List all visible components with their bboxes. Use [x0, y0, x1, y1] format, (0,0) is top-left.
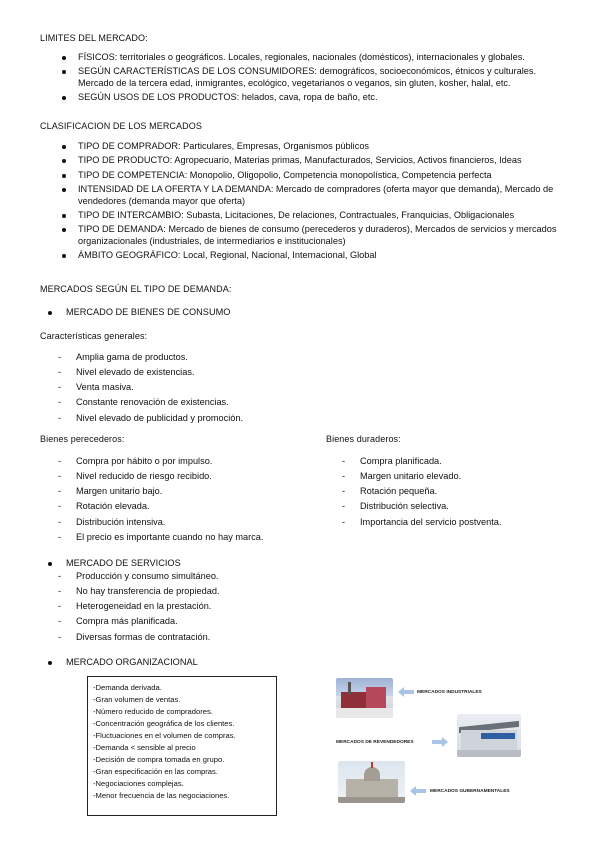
list-item: - Rotación elevada.: [58, 501, 328, 513]
list-item: - Compra por hábito o por impulso.: [58, 456, 328, 468]
box-line: -Negociaciones complejas.: [93, 779, 184, 788]
clasificacion-list: [62, 141, 572, 265]
item-key: TIPO DE COMPRADOR:: [78, 141, 181, 151]
arrow-icon-gubernamentales: [410, 786, 426, 796]
caracteristicas-list: [58, 352, 458, 428]
list-item: - El precio es importante cuando no hay marca.: [58, 532, 328, 544]
list-item: - Margen unitario bajo.: [58, 486, 328, 498]
box-line: -Gran volumen de ventas.: [93, 695, 181, 704]
item-key: INTENSIDAD DE LA OFERTA Y LA DEMANDA:: [78, 183, 274, 194]
item-text: Particulares, Empresas, Organismos públicos: [180, 141, 370, 151]
label-industriales: MERCADOS INDUSTRIALES: [417, 690, 482, 695]
demanda-heading: MERCADOS SEGÚN EL TIPO DE DEMANDA:: [40, 284, 232, 294]
item-key: ÁMBITO GEOGRÁFICO:: [78, 250, 181, 261]
list-item: - Producción y consumo simultáneo.: [58, 571, 358, 583]
list-item: - Distribución intensiva.: [58, 517, 328, 529]
organizacional-box: [87, 676, 277, 816]
list-item: - Venta masiva.: [58, 382, 458, 394]
box-line: -Fluctuaciones en el volumen de compras.: [93, 731, 236, 740]
item-text: Monopolio, Oligopolio, Competencia monopolística, Competencia perfecta: [187, 169, 492, 180]
organizacional-bullet-list: [48, 657, 448, 671]
list-item: [62, 250, 572, 262]
servicios-list: [58, 571, 358, 647]
list-item: - No hay transferencia de propiedad.: [58, 586, 358, 598]
box-line: -Demanda derivada.: [93, 683, 162, 692]
perecederos-heading: Bienes perecederos:: [40, 434, 125, 444]
item-key: TIPO DE DEMANDA:: [78, 224, 166, 235]
list-item: - Importancia del servicio postventa.: [342, 517, 582, 529]
list-item: - Amplia gama de productos.: [58, 352, 458, 364]
list-item: [62, 184, 572, 208]
item-key: SEGÚN USOS DE LOS PRODUCTOS:: [78, 92, 240, 103]
list-item: - Compra planificada.: [342, 456, 582, 468]
item-key: FÍSICOS:: [78, 52, 118, 62]
item-key: TIPO DE COMPETENCIA:: [78, 169, 188, 180]
list-item: - Rotación pequeña.: [342, 486, 582, 498]
item-text: Agropecuario, Materias primas, Manufacturados, Servicios, Activos financieros, Ideas: [172, 155, 522, 166]
box-line: -Decisión de compra tomada en grupo.: [93, 755, 225, 764]
gubernamentales-photo: [338, 761, 405, 803]
box-line: -Número reducido de compradores.: [93, 707, 213, 716]
clasificacion-heading: CLASIFICACION DE LOS MERCADOS: [40, 121, 202, 131]
list-item: - Constante renovación de existencias.: [58, 397, 458, 409]
industrial-photo: [336, 678, 393, 718]
arrow-icon-industriales: [398, 687, 414, 697]
item-key: TIPO DE PRODUCTO:: [78, 155, 173, 166]
organizacional-label: MERCADO ORGANIZACIONAL: [48, 657, 448, 669]
label-revendedores: MERCADOS DE REVENDEDORES: [336, 740, 414, 745]
list-item: - Heterogeneidad en la prestación.: [58, 601, 358, 613]
arrow-icon-revendedores: [432, 737, 448, 747]
list-item: - Margen unitario elevado.: [342, 471, 582, 483]
item-text: Mercado de bienes de consumo (perecederos y duraderos), Mercados de servicios y mercados organizacionales (industriales, de intermediarios e institucionales): [78, 224, 557, 247]
limites-heading: LIMITES DEL MERCADO:: [40, 33, 148, 43]
revendedores-photo: [457, 714, 521, 757]
consumo-label: MERCADO DE BIENES DE CONSUMO: [48, 307, 448, 319]
box-line: -Demanda < sensible al precio: [93, 743, 196, 752]
list-item: - Diversas formas de contratación.: [58, 632, 358, 644]
caracteristicas-heading: Características generales:: [40, 331, 148, 341]
item-text: helados, cava, ropa de baño, etc.: [239, 92, 378, 103]
item-text: Mercado de compradores (oferta mayor que demanda), Mercado de vendedores (demanda mayor que oferta): [78, 183, 554, 206]
list-item: [62, 155, 572, 167]
consumo-bullet-list: [48, 307, 448, 321]
item-text: Subasta, Licitaciones, De relaciones, Contractuales, Franquicias, Obligacionales: [183, 209, 515, 220]
list-item: [62, 92, 572, 104]
item-text: demográficos, socioeconómicos, étnicos y culturales. Mercado de la tercera edad, inmigrantes, ecológico, vegetarianos o veganos, sin gluten, kosher, halal, etc.: [78, 66, 536, 89]
item-text: territoriales o geográficos. Locales, regionales, nacionales (domésticos), internacionales y globales.: [117, 52, 525, 62]
list-item: - Distribución selectiva.: [342, 501, 582, 513]
servicios-label: MERCADO DE SERVICIOS: [48, 558, 448, 570]
item-key: SEGÚN CARACTERÍSTICAS DE LOS CONSUMIDORES:: [78, 66, 317, 77]
list-item: [62, 66, 572, 90]
duraderos-heading: Bienes duraderos:: [326, 434, 401, 444]
duraderos-list: [342, 456, 582, 532]
item-key: TIPO DE INTERCAMBIO:: [78, 209, 184, 220]
list-item: [62, 170, 572, 182]
limites-list: [62, 52, 572, 107]
list-item: [62, 141, 572, 153]
item-text: Local, Regional, Nacional, Internacional, Global: [180, 250, 377, 261]
box-line: -Gran especificación en las compras.: [93, 767, 218, 776]
list-item: [62, 210, 572, 222]
box-line: -Menor frecuencia de las negociaciones.: [93, 791, 230, 800]
list-item: [62, 224, 572, 248]
list-item: - Nivel reducido de riesgo recibido.: [58, 471, 328, 483]
list-item: - Compra más planificada.: [58, 616, 358, 628]
list-item: - Nivel elevado de publicidad y promoción.: [58, 413, 458, 425]
list-item: - Nivel elevado de existencias.: [58, 367, 458, 379]
list-item: [62, 52, 572, 64]
perecederos-list: [58, 456, 328, 547]
label-gubernamentales: MERCADOS GUBERNAMENTALES: [430, 789, 510, 794]
box-line: -Concentración geográfica de los clientes.: [93, 719, 235, 728]
